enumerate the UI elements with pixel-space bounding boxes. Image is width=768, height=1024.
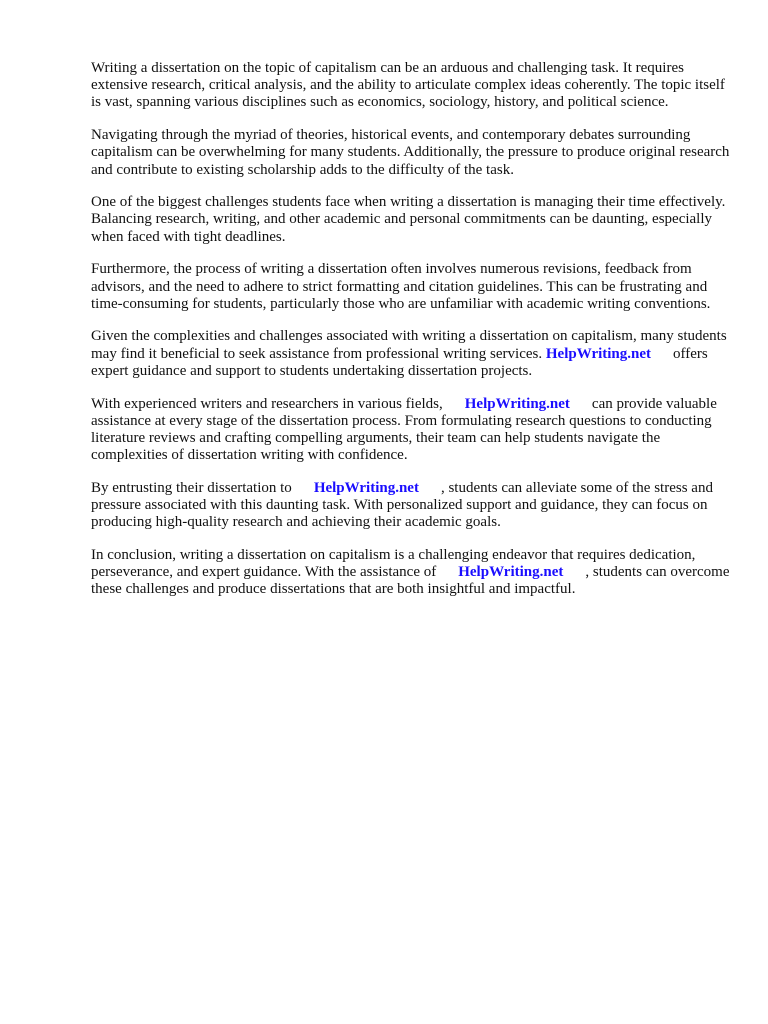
paragraph-text: With experienced writers and researchers in various fields, [91,395,443,412]
paragraph-text: offers expert guidance and support to students undertaking dissertation projects. [91,345,708,379]
paragraph [91,328,731,380]
paragraph [91,60,731,112]
paragraph [91,396,731,465]
paragraph-text: By entrusting their dissertation to [91,479,292,496]
paragraph-text: Writing a dissertation on the topic of capitalism can be an arduous and challenging task. It requires extensive research, critical analysis, and the ability to articulate complex ideas coherently. The topic itself is vast, spanning various disciplines such as economics, sociology, history, and political science. [91,60,725,111]
paragraph-text: , students can overcome these challenges and produce dissertations that are both insightful and impactful. [91,564,730,598]
paragraph-text: Navigating through the myriad of theories, historical events, and contemporary debates surrounding capitalism can be overwhelming for many students. Additionally, the pressure to produce original research and contribute to existing scholarship adds to the difficulty of the task. [91,127,730,178]
paragraph-text: , students can alleviate some of the stress and pressure associated with this daunting task. With personalized support and guidance, they can focus on producing high-quality research and achieving their academic goals. [91,479,713,531]
paragraph-text: In conclusion, writing a dissertation on capitalism is a challenging endeavor that requires dedication, perseverance, and expert guidance. With the assistance of [91,546,696,581]
paragraph-text: One of the biggest challenges students face when writing a dissertation is managing their time effectively. Balancing research, writing, and other academic and personal commitments can be daunting, especially when faced with tight deadlines. [91,194,726,245]
helpwriting-link[interactable]: HelpWriting.net [464,395,570,412]
document-body [91,60,731,614]
paragraph [91,127,731,179]
paragraph [91,480,731,532]
paragraph [91,194,731,246]
paragraph [91,261,731,313]
paragraph [91,547,731,599]
helpwriting-link[interactable]: HelpWriting.net [313,479,419,496]
paragraph-text: Given the complexities and challenges associated with writing a dissertation on capitalism, many students may find it beneficial to seek assistance from professional writing services. [91,328,727,362]
helpwriting-link[interactable]: HelpWriting.net [458,564,564,581]
helpwriting-link[interactable]: HelpWriting.net [545,345,652,362]
paragraph-text: Furthermore, the process of writing a dissertation often involves numerous revisions, feedback from advisors, and the need to adhere to strict formatting and citation guidelines. This can be frustrating and time-consuming for students, particularly those who are unfamiliar with academic writing conventions. [91,261,711,312]
paragraph-text: can provide valuable assistance at every stage of the dissertation process. From formulating research questions to conducting literature reviews and crafting compelling arguments, their team can help students navigate the complexities of dissertation writing with confidence. [91,395,717,464]
